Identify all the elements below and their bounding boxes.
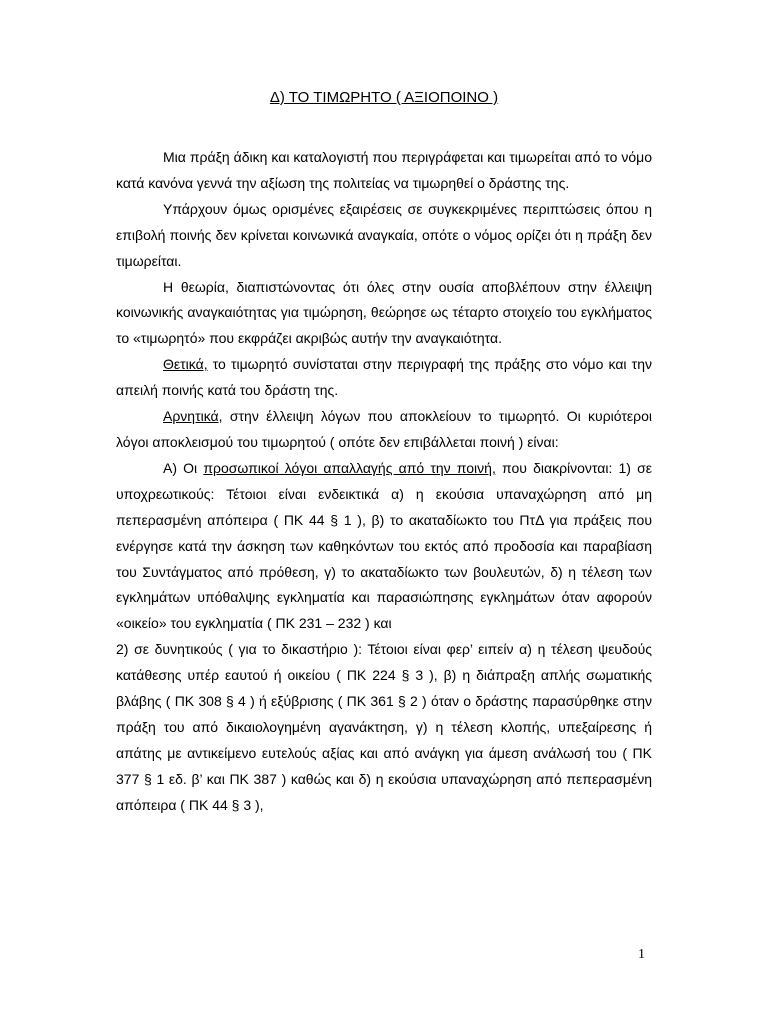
paragraph-4-text: το τιμωρητό συνίσταται στην περιγραφή της πράξης στο νόμο και την απειλή ποινής κατά του δράστη της. bbox=[116, 356, 652, 399]
paragraph-6 bbox=[116, 456, 652, 637]
paragraph-2: Υπάρχουν όμως ορισμένες εξαιρέσεις σε συγκεκριμένες περιπτώσεις όπου η επιβολή ποινής δεν κρίνεται κοινωνικά αναγκαία, οπότε ο νόμος ορίζει ότι η πράξη δεν τιμωρείται. bbox=[116, 200, 652, 269]
positive-label: Θετικά, bbox=[163, 356, 208, 373]
paragraph-6-prefix: Α) Οι bbox=[163, 459, 204, 476]
document-title: Δ) ΤΟ ΤΙΜΩΡΗΤΟ ( ΑΞΙΟΠΟΙΝΟ ) bbox=[269, 89, 499, 106]
document-body bbox=[116, 145, 652, 819]
paragraph-7: 2) σε δυνητικούς ( για το δικαστήριο ): Τέτοιοι είναι φερ’ ειπείν α) η τέλεση ψευδούς κατάθεσης υπέρ εαυτού ή οικείου ( ΠΚ 224 § 3 ), β) η διάπραξη απλής σωματικής βλάβης ( ΠΚ 308 § 4 ) ή εξύβρισης ( ΠΚ 361 § 2 ) όταν ο δράστης παρασύρθηκε στην πράξη του από δικαιολογημένη αγανάκτηση, γ) η τέλεση κλοπής, υπεξαίρεσης ή απάτης με αντικείμενο ευτελούς αξίας και από ανάγκη για άμεση ανάλωσή του ( ΠΚ 377 § 1 εδ. β’ και ΠΚ 387 ) καθώς και δ) η εκούσια υπαναχώρηση από πεπερασμένη απόπειρα ( ΠΚ 44 § 3 ), bbox=[116, 641, 652, 813]
paragraph-3: Η θεωρία, διαπιστώνοντας ότι όλες στην ουσία αποβλέπουν στην έλλειψη κοινωνικής αναγκαιότητας για τιμώρηση, θεώρησε ως τέταρτο στοιχείο του εγκλήματος το «τιμωρητό» που εκφράζει ακριβώς αυτήν την αναγκαιότητα. bbox=[116, 278, 652, 347]
paragraph-6-text: που διακρίνονται: 1) σε υποχρεωτικούς: Τέτοιοι είναι ενδεικτικά α) η εκούσια υπαναχώρηση από μη πεπερασμένη απόπειρα ( ΠΚ 44 § 1 ), β) το ακαταδίωκτο του ΠτΔ για πράξεις που ενέργησε κατά την άσκηση των καθηκόντων του εκτός από προδοσία και παραβίαση του Συντάγματος από πρόθεση, γ) το ακαταδίωκτο των βουλευτών, δ) η τέλεση των εγκλημάτων υπόθαλψης εγκληματία και παρασιώπησης εγκλημάτων όταν αφορούν «οικείο» του εγκληματία ( ΠΚ 231 – 232 ) και bbox=[116, 459, 653, 632]
paragraph-4 bbox=[116, 352, 652, 404]
paragraph-1: Μια πράξη άδικη και καταλογιστή που περιγράφεται και τιμωρείται από το νόμο κατά κανόνα γεννά την αξίωση της πολιτείας να τιμωρηθεί ο δράστης της. bbox=[116, 149, 652, 191]
page-number: 1 bbox=[638, 947, 645, 962]
paragraph-5 bbox=[116, 404, 652, 456]
negative-label: Αρνητικά, bbox=[163, 408, 223, 425]
paragraph-5-text: στην έλλειψη λόγων που αποκλείουν το τιμωρητό. Οι κυριότεροι λόγοι αποκλεισμού του τιμωρητού ( οπότε δεν επιβάλλεται ποινή ) είναι: bbox=[116, 408, 652, 450]
personal-reasons-label: προσωπικοί λόγοι απαλλαγής από την ποινή, bbox=[203, 459, 496, 476]
